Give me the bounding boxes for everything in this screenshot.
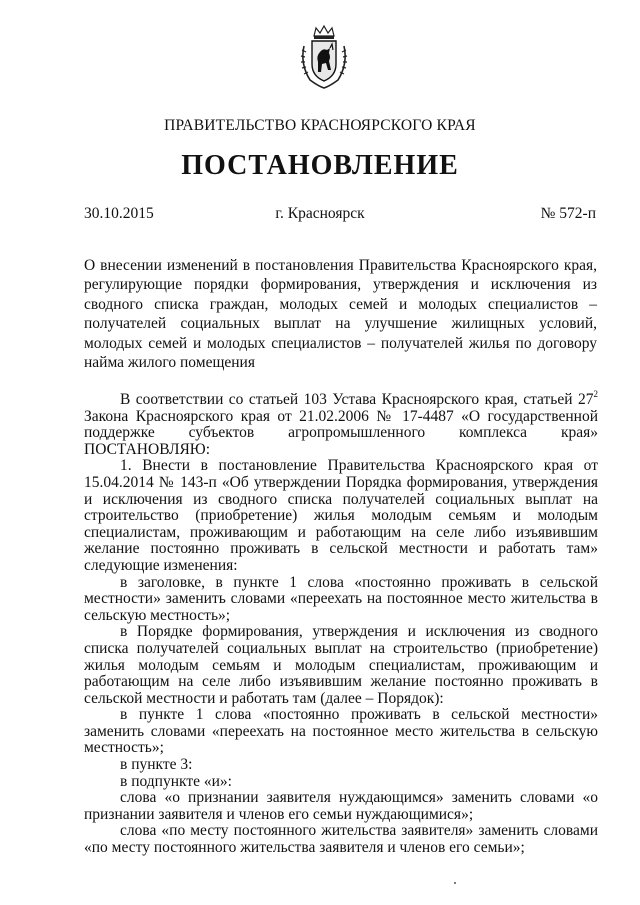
scan-speck (454, 882, 456, 884)
body-paragraph: в подпункте «и»: (120, 772, 232, 790)
krasnoyarsk-coat-of-arms-icon (296, 24, 352, 90)
document-body (84, 389, 598, 857)
body-paragraph: в Порядке формирования, утверждения и исключения из сводного списка получателей социальных выплат на строительство (приобретение) жилья молодым семьям и молодым специалистам, проживающим и работающим на селе либо изъявившим желание постоянно проживать в сельской местности и работать там (далее – Порядок): (84, 623, 598, 707)
article-superscript: 2 (593, 389, 598, 399)
preamble-text-start: В соответствии со статьей 103 Устава Красноярского края, статьей 27 (120, 391, 594, 408)
body-paragraph: в пункте 3: (120, 756, 193, 774)
body-paragraph: 1. Внести в постановление Правительства Красноярского края от 15.04.2014 № 143-п «Об утверждении Порядка формирования, утверждения и исключения из сводного списка получателей социальных выплат на строительство (приобретение) жилья молодым семьям и молодым специалистам, проживающим и работающим на селе либо изъявившим желание постоянно проживать в сельской местности и работать там» следующие изменения: (84, 457, 598, 574)
body-paragraph: слова «о признании заявителя нуждающимся» заменить словами «о признании заявителя и членов его семьи нуждающимися»; (84, 789, 598, 823)
document-number: № 572-п (540, 205, 596, 222)
body-paragraph: в заголовке, в пункте 1 слова «постоянно проживать в сельской местности» заменить словами «переехать на постоянное место жительства в сельскую местность»; (84, 573, 598, 624)
preamble-paragraph (84, 389, 598, 458)
government-name: ПРАВИТЕЛЬСТВО КРАСНОЯРСКОГО КРАЯ (164, 117, 476, 134)
document-date: 30.10.2015 (84, 205, 154, 222)
body-paragraph: слова «по месту постоянного жительства заявителя» заменить словами «по месту постоянного жительства заявителя и членов его семьи»; (84, 822, 598, 857)
body-paragraph: в пункте 1 слова «постоянно проживать в сельской местности» заменить словами «переехать на постоянное место жительства в сельскую местность»; (84, 706, 598, 757)
preamble-text-end: Закона Красноярского края от 21.02.2006 № 17-4487 «О государственной поддержке субъектов агропромышленного комплекса края» ПОСТАНОВЛЯЮ: (84, 407, 598, 458)
document-subject: О внесении изменений в постановления Правительства Красноярского края, регулирующие порядки формирования, утверждения и исключения из сводного списка граждан, молодых семей и молодых специалистов – получателей социальных выплат на улучшение жилищных условий, молодых семей и молодых специалистов – получателей жилья по договору найма жилого помещения (84, 257, 597, 372)
document-type-title: ПОСТАНОВЛЕНИЕ (181, 150, 459, 181)
document-city: г. Красноярск (275, 205, 365, 222)
